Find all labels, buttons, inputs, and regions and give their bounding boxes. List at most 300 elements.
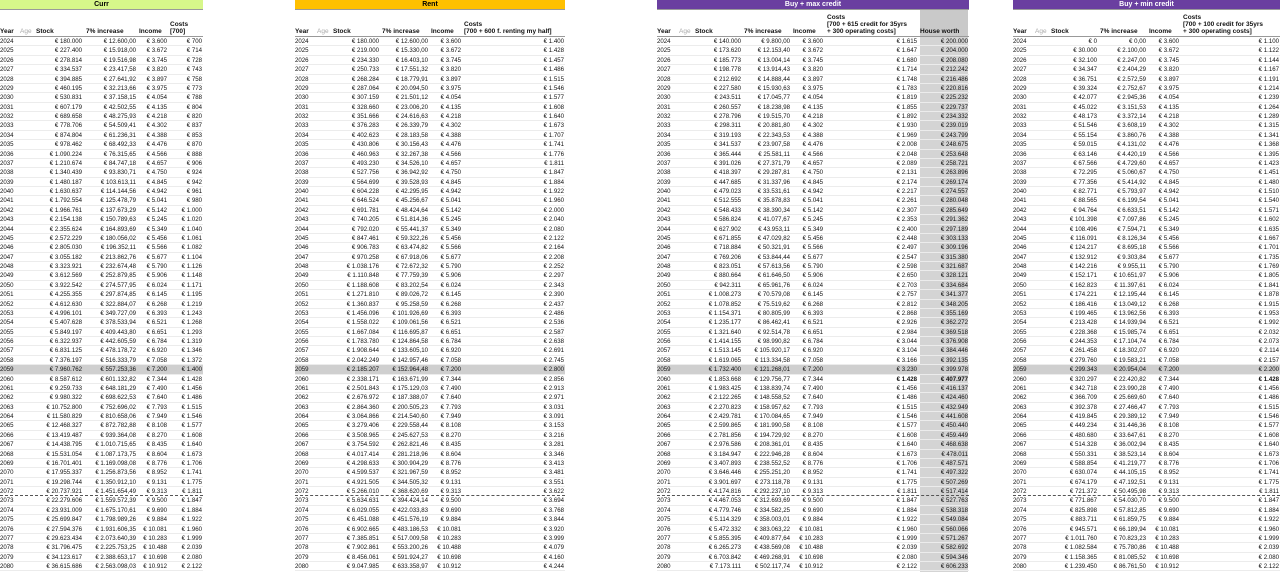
value-cell[interactable]: € 7.344	[440, 375, 461, 383]
value-cell[interactable]: € 5.790	[802, 263, 823, 270]
value-cell[interactable]: € 13.049,12	[1113, 300, 1146, 308]
value-cell[interactable]: € 21.501,12	[395, 94, 428, 102]
value-cell[interactable]: € 3.622	[543, 488, 564, 495]
value-cell[interactable]: € 12.600,00	[103, 38, 136, 45]
year-cell[interactable]: 2048	[657, 263, 671, 270]
year-cell[interactable]: 2061	[295, 384, 309, 392]
table-row[interactable]	[0, 515, 203, 524]
table-row[interactable]	[1013, 375, 1280, 384]
value-cell[interactable]: € 1.082.584	[1064, 544, 1097, 552]
value-cell[interactable]: € 1.256.873,56	[95, 469, 136, 477]
value-cell[interactable]: € 213.862,76	[100, 253, 136, 261]
value-cell[interactable]: € 823.051	[713, 263, 741, 270]
value-cell[interactable]: € 3.897	[1158, 75, 1179, 83]
table-row[interactable]	[657, 553, 969, 562]
table-row[interactable]	[1013, 525, 1280, 534]
value-cell[interactable]: € 1.969	[896, 131, 917, 139]
table-row[interactable]	[1013, 403, 1280, 412]
value-cell[interactable]: € 1.819	[896, 94, 917, 102]
year-cell[interactable]: 2052	[1013, 300, 1027, 308]
value-cell[interactable]: € 5.566	[146, 244, 167, 252]
table-row[interactable]	[1013, 168, 1280, 177]
value-cell[interactable]: € 4.054	[802, 94, 823, 102]
value-cell[interactable]: € 743	[186, 66, 202, 74]
value-cell[interactable]: € 6.920	[146, 347, 167, 355]
value-cell[interactable]: € 1.513.145	[708, 347, 741, 355]
value-cell[interactable]: € 30.156,43	[395, 141, 428, 149]
value-cell[interactable]: € 3.600	[440, 38, 461, 45]
value-cell[interactable]: € 116.091	[1070, 234, 1097, 242]
value-cell[interactable]: € 9.690	[802, 506, 823, 514]
year-cell[interactable]: 2026	[657, 56, 671, 64]
year-cell[interactable]: 2065	[1013, 422, 1027, 430]
table-row[interactable]	[657, 150, 969, 159]
value-cell[interactable]: € 8.270	[440, 431, 461, 439]
value-cell[interactable]: € 6.322.937	[49, 338, 82, 345]
value-cell[interactable]: € 108.496	[1069, 225, 1097, 233]
value-cell[interactable]: € 468.638	[940, 441, 968, 449]
value-cell[interactable]: € 1.008.273	[708, 291, 741, 299]
value-cell[interactable]: € 17.045,77	[757, 94, 790, 102]
value-cell[interactable]: € 253.648	[940, 150, 968, 158]
value-cell[interactable]: € 23.907,58	[757, 141, 790, 149]
table-row[interactable]	[295, 65, 565, 74]
value-cell[interactable]: € 15.330,00	[395, 47, 428, 55]
table-row[interactable]	[295, 431, 565, 440]
value-cell[interactable]: € 469.268,91	[754, 553, 790, 561]
table-row[interactable]	[657, 131, 969, 140]
value-cell[interactable]: € 7.490	[802, 384, 823, 392]
year-cell[interactable]: 2061	[0, 384, 14, 392]
value-cell[interactable]: € 19.516,98	[103, 56, 136, 64]
value-cell[interactable]: € 5.790	[440, 263, 461, 270]
table-row[interactable]	[295, 168, 565, 177]
year-cell[interactable]: 2067	[657, 441, 671, 449]
value-cell[interactable]: € 7.793	[1158, 403, 1179, 411]
value-cell[interactable]: € 2.270.823	[708, 403, 741, 411]
value-cell[interactable]: € 771.867	[1069, 497, 1097, 505]
value-cell[interactable]: € 328.660	[351, 103, 379, 111]
value-cell[interactable]: € 61.236,31	[103, 131, 136, 139]
value-cell[interactable]: € 8.776	[802, 459, 823, 467]
value-cell[interactable]: € 1.264	[1258, 103, 1279, 111]
value-cell[interactable]: € 758	[186, 75, 202, 83]
value-cell[interactable]: € 530.831	[54, 94, 82, 102]
year-cell[interactable]: 2057	[0, 347, 14, 355]
table-row[interactable]	[657, 309, 969, 318]
value-cell[interactable]: € 5.142	[146, 206, 167, 214]
value-cell[interactable]: € 75.780,86	[1113, 544, 1146, 552]
value-cell[interactable]: € 6.521	[146, 319, 167, 327]
value-cell[interactable]: € 1.350.912,10	[95, 478, 136, 486]
value-cell[interactable]: € 362.272	[940, 319, 968, 327]
table-row[interactable]	[657, 318, 969, 327]
value-cell[interactable]: € 4.054	[1158, 94, 1179, 102]
value-cell[interactable]: € 487.571	[940, 459, 968, 467]
value-cell[interactable]: € 1.732.400	[708, 366, 741, 374]
value-cell[interactable]: € 1.847	[896, 497, 917, 505]
value-cell[interactable]: € 853	[186, 131, 202, 139]
value-cell[interactable]: € 334.582,25	[754, 506, 790, 514]
value-cell[interactable]: € 365.444	[713, 150, 741, 158]
year-cell[interactable]: 2046	[295, 244, 309, 252]
value-cell[interactable]: € 407.977	[940, 375, 968, 383]
value-cell[interactable]: € 1.243	[181, 309, 202, 317]
value-cell[interactable]: € 7.949	[802, 413, 823, 420]
value-cell[interactable]: € 512.555	[713, 197, 741, 205]
year-cell[interactable]: 2049	[0, 272, 14, 280]
value-cell[interactable]: € 16.403,10	[395, 56, 428, 64]
table-row[interactable]	[295, 525, 565, 534]
value-cell[interactable]: € 4.657	[146, 159, 167, 167]
value-cell[interactable]: € 1.792.554	[49, 197, 82, 205]
column-header[interactable]: Year	[1013, 28, 1027, 35]
year-cell[interactable]: 2036	[0, 150, 14, 158]
value-cell[interactable]: € 1.546	[543, 84, 564, 92]
table-row[interactable]	[295, 375, 565, 384]
table-row[interactable]	[0, 375, 203, 384]
table-row[interactable]	[657, 356, 969, 365]
year-cell[interactable]: 2068	[295, 450, 309, 458]
column-header[interactable]: 7% increase	[382, 28, 420, 35]
year-cell[interactable]: 2052	[295, 300, 309, 308]
value-cell[interactable]: € 8.435	[1158, 441, 1179, 449]
table-row[interactable]	[295, 281, 565, 290]
year-cell[interactable]: 2036	[657, 150, 671, 158]
value-cell[interactable]: € 9.313	[440, 488, 461, 495]
value-cell[interactable]: € 48.275,93	[103, 113, 136, 120]
year-cell[interactable]: 2038	[1013, 169, 1027, 177]
value-cell[interactable]: € 451.576,19	[392, 516, 428, 524]
value-cell[interactable]: € 41.077,67	[757, 216, 790, 224]
value-cell[interactable]: € 2.131	[896, 169, 917, 177]
value-cell[interactable]: € 10.488	[1155, 544, 1179, 552]
table-row[interactable]	[295, 459, 565, 468]
table-row[interactable]	[1013, 206, 1280, 215]
value-cell[interactable]: € 5.472.332	[708, 525, 741, 533]
value-cell[interactable]: € 291.362	[940, 216, 968, 224]
value-cell[interactable]: € 883.711	[1070, 516, 1097, 524]
value-cell[interactable]: € 6.268	[146, 300, 167, 308]
value-cell[interactable]: € 3.922.542	[49, 281, 82, 289]
year-cell[interactable]: 2036	[295, 150, 309, 158]
value-cell[interactable]: € 1.321.640	[708, 328, 741, 336]
value-cell[interactable]: € 6.029.055	[346, 506, 379, 514]
table-row[interactable]	[657, 243, 969, 252]
value-cell[interactable]: € 2.338.171	[346, 375, 379, 383]
value-cell[interactable]: € 5.041	[1158, 197, 1179, 205]
value-cell[interactable]: € 1.931.606,35	[95, 525, 136, 533]
value-cell[interactable]: € 287.064	[351, 84, 379, 92]
table-row[interactable]	[1013, 440, 1280, 449]
year-cell[interactable]: 2079	[1013, 553, 1027, 561]
value-cell[interactable]: € 517.414	[940, 488, 968, 495]
value-cell[interactable]: € 1.239.450	[1064, 563, 1097, 570]
value-cell[interactable]: € 8.604	[146, 450, 167, 458]
value-cell[interactable]: € 260.557	[713, 103, 741, 111]
value-cell[interactable]: € 22.279.606	[46, 497, 82, 505]
table-row[interactable]	[1013, 300, 1280, 309]
value-cell[interactable]: € 5.414,92	[1117, 178, 1146, 186]
value-cell[interactable]: € 268.284	[351, 75, 379, 83]
value-cell[interactable]: € 5.456	[440, 234, 461, 242]
value-cell[interactable]: € 297.874,85	[100, 291, 136, 299]
value-cell[interactable]: € 7.200	[802, 366, 823, 374]
table-row[interactable]	[1013, 290, 1280, 299]
year-cell[interactable]: 2069	[0, 459, 14, 467]
value-cell[interactable]: € 14.888,44	[757, 75, 790, 83]
table-row[interactable]	[1013, 337, 1280, 346]
year-cell[interactable]: 2067	[295, 441, 309, 449]
value-cell[interactable]: € 1.169.098,08	[95, 459, 136, 467]
value-cell[interactable]: € 55.154	[1073, 131, 1097, 139]
value-cell[interactable]: € 8.108	[802, 422, 823, 430]
year-cell[interactable]: 2041	[0, 197, 14, 205]
value-cell[interactable]: € 2.650	[896, 272, 917, 280]
table-row[interactable]	[1013, 534, 1280, 543]
value-cell[interactable]: € 6.651	[802, 328, 823, 336]
year-cell[interactable]: 2027	[657, 66, 671, 74]
value-cell[interactable]: € 648.181,29	[100, 384, 136, 392]
value-cell[interactable]: € 942.311	[714, 281, 741, 289]
value-cell[interactable]: € 9.313	[146, 488, 167, 495]
value-cell[interactable]: € 38.523,14	[1113, 450, 1146, 458]
value-cell[interactable]: € 4.255.355	[49, 291, 82, 299]
value-cell[interactable]: € 2.114	[1259, 347, 1279, 355]
table-row[interactable]	[1013, 543, 1280, 552]
value-cell[interactable]: € 419.845	[1069, 413, 1097, 420]
value-cell[interactable]: € 2.032	[1258, 328, 1279, 336]
value-cell[interactable]: € 402.623	[351, 131, 379, 139]
value-cell[interactable]: € 1.667.084	[346, 328, 379, 336]
year-cell[interactable]: 2054	[1013, 319, 1027, 327]
table-row[interactable]	[0, 215, 203, 224]
year-cell[interactable]: 2035	[295, 141, 309, 149]
table-row[interactable]	[0, 187, 203, 196]
value-cell[interactable]: € 186.416	[1069, 300, 1097, 308]
value-cell[interactable]: € 6.145	[1158, 291, 1179, 299]
value-cell[interactable]: € 1.960	[896, 525, 917, 533]
table-row[interactable]	[295, 412, 565, 421]
table-row[interactable]	[295, 543, 565, 552]
value-cell[interactable]: € 1.104	[181, 253, 202, 261]
column-header[interactable]: Costs [700]	[170, 21, 189, 35]
value-cell[interactable]: € 63.474,82	[395, 244, 428, 252]
value-cell[interactable]: € 10.488	[143, 544, 167, 552]
value-cell[interactable]: € 633.358,97	[392, 563, 428, 570]
value-cell[interactable]: € 180.000	[351, 38, 379, 45]
value-cell[interactable]: € 1.884	[181, 506, 202, 514]
value-cell[interactable]: € 15.918,00	[103, 47, 136, 55]
value-cell[interactable]: € 5.041	[440, 197, 461, 205]
value-cell[interactable]: € 1.884	[896, 506, 917, 514]
value-cell[interactable]: € 1.847	[1258, 497, 1279, 505]
table-row[interactable]	[295, 403, 565, 412]
value-cell[interactable]: € 10.081	[437, 525, 461, 533]
value-cell[interactable]: € 714	[186, 47, 202, 55]
table-row[interactable]	[657, 328, 969, 337]
table-row[interactable]	[1013, 121, 1280, 130]
value-cell[interactable]: € 3.745	[440, 56, 461, 64]
value-cell[interactable]: € 1.372	[181, 356, 202, 364]
value-cell[interactable]: € 5.677	[146, 253, 167, 261]
value-cell[interactable]: € 162.823	[1069, 281, 1097, 289]
value-cell[interactable]: € 3.413	[543, 459, 564, 467]
value-cell[interactable]: € 4.131,02	[1117, 141, 1146, 149]
year-cell[interactable]: 2072	[657, 488, 671, 495]
year-cell[interactable]: 2031	[0, 103, 14, 111]
table-row[interactable]	[657, 196, 969, 205]
table-row[interactable]	[295, 225, 565, 234]
year-cell[interactable]: 2071	[0, 478, 14, 486]
value-cell[interactable]: € 19.583,21	[1113, 356, 1146, 364]
value-cell[interactable]: € 2.587	[543, 328, 564, 336]
value-cell[interactable]: € 8.776	[440, 459, 461, 467]
value-cell[interactable]: € 1.428	[1258, 375, 1279, 383]
column-header[interactable]: Stock	[1051, 28, 1069, 35]
value-cell[interactable]: € 83.202,54	[395, 281, 428, 289]
value-cell[interactable]: € 1.922	[896, 516, 917, 524]
value-cell[interactable]: € 1.451	[1258, 169, 1279, 177]
value-cell[interactable]: € 8.952	[1158, 469, 1179, 477]
year-cell[interactable]: 2031	[295, 103, 309, 111]
value-cell[interactable]: € 906.783	[351, 244, 379, 252]
column-header[interactable]: 7% increase	[744, 28, 782, 35]
value-cell[interactable]: € 2.984	[896, 328, 917, 336]
year-cell[interactable]: 2042	[1013, 206, 1027, 214]
year-cell[interactable]: 2042	[657, 206, 671, 214]
year-cell[interactable]: 2028	[0, 75, 14, 83]
value-cell[interactable]: € 75.519,62	[757, 300, 790, 308]
value-cell[interactable]: € 1.271.810	[346, 291, 379, 299]
year-cell[interactable]: 2030	[657, 94, 671, 102]
value-cell[interactable]: € 906	[186, 159, 202, 167]
value-cell[interactable]: € 691.781	[351, 206, 379, 214]
value-cell[interactable]: € 369.518	[940, 328, 968, 336]
value-cell[interactable]: € 1.960	[543, 197, 564, 205]
table-row[interactable]	[1013, 178, 1280, 187]
value-cell[interactable]: € 4.017.414	[346, 450, 379, 458]
table-row[interactable]	[1013, 196, 1280, 205]
year-cell[interactable]: 2044	[0, 225, 14, 233]
value-cell[interactable]: € 232.674,48	[100, 263, 136, 270]
value-cell[interactable]: € 594.346	[940, 553, 968, 561]
table-row[interactable]	[657, 46, 969, 55]
value-cell[interactable]: € 517.009,58	[392, 534, 428, 542]
value-cell[interactable]: € 601.132,82	[100, 375, 136, 383]
value-cell[interactable]: € 25.581,11	[758, 150, 790, 158]
value-cell[interactable]: € 1.515	[1258, 403, 1279, 411]
value-cell[interactable]: € 8.952	[440, 469, 461, 477]
year-cell[interactable]: 2066	[1013, 431, 1027, 439]
value-cell[interactable]: € 4.218	[146, 113, 167, 120]
value-cell[interactable]: € 872.782,88	[100, 422, 136, 430]
table-row[interactable]	[1013, 318, 1280, 327]
value-cell[interactable]: € 70.823,23	[1113, 534, 1146, 542]
value-cell[interactable]: € 13.914,43	[757, 66, 790, 74]
column-header[interactable]: Costs [700 + 615 credit for 35yrs + 300 operating costs]	[827, 14, 908, 35]
value-cell[interactable]: € 1.144	[1258, 56, 1279, 64]
table-row[interactable]	[0, 468, 203, 477]
value-cell[interactable]: € 51.546	[1073, 122, 1097, 130]
value-cell[interactable]: € 4.657	[440, 159, 461, 167]
year-cell[interactable]: 2076	[657, 525, 671, 533]
value-cell[interactable]: € 1.191	[1258, 75, 1279, 83]
year-cell[interactable]: 2072	[295, 488, 309, 495]
year-cell[interactable]: 2029	[295, 84, 309, 92]
value-cell[interactable]: € 4.388	[802, 131, 823, 139]
value-cell[interactable]: € 497.322	[940, 469, 968, 477]
value-cell[interactable]: € 1.635	[1258, 225, 1279, 233]
value-cell[interactable]: € 341.537	[713, 141, 741, 149]
value-cell[interactable]: € 222.946,28	[754, 450, 790, 458]
value-cell[interactable]: € 152.171	[1069, 272, 1097, 280]
value-cell[interactable]: € 2.945,36	[1117, 94, 1146, 102]
value-cell[interactable]: € 3.055.182	[49, 253, 82, 261]
value-cell[interactable]: € 4.476	[146, 141, 167, 149]
value-cell[interactable]: € 514.328	[1069, 441, 1097, 449]
value-cell[interactable]: € 3.551	[543, 478, 564, 486]
year-cell[interactable]: 2073	[657, 497, 671, 505]
value-cell[interactable]: € 13.004,14	[757, 56, 790, 64]
year-cell[interactable]: 2051	[657, 291, 671, 299]
value-cell[interactable]: € 591.924,27	[392, 553, 428, 561]
table-row[interactable]	[295, 75, 565, 84]
value-cell[interactable]: € 1.640	[543, 113, 564, 120]
value-cell[interactable]: € 1.546	[896, 413, 917, 420]
table-row[interactable]	[657, 459, 969, 468]
table-row[interactable]	[0, 159, 203, 168]
year-cell[interactable]: 2053	[1013, 309, 1027, 317]
value-cell[interactable]: € 50.495,98	[1113, 488, 1146, 495]
year-cell[interactable]: 2056	[295, 338, 309, 345]
value-cell[interactable]: € 7.385.851	[346, 534, 379, 542]
value-cell[interactable]: € 8.108	[440, 422, 461, 430]
value-cell[interactable]: € 3.281	[543, 441, 564, 449]
value-cell[interactable]: € 7.793	[146, 403, 167, 411]
year-cell[interactable]: 2038	[657, 169, 671, 177]
value-cell[interactable]: € 84.747,18	[103, 159, 136, 167]
table-row[interactable]	[1013, 84, 1280, 93]
table-row[interactable]	[657, 450, 969, 459]
value-cell[interactable]: € 2.080	[543, 225, 564, 233]
year-cell[interactable]: 2054	[295, 319, 309, 327]
value-cell[interactable]: € 2.572,59	[1117, 75, 1146, 83]
value-cell[interactable]: € 4.845	[440, 178, 461, 186]
value-cell[interactable]: € 9.259.733	[49, 384, 82, 392]
value-cell[interactable]: € 1.608	[181, 431, 202, 439]
value-cell[interactable]: € 1.841	[1258, 281, 1279, 289]
table-row[interactable]	[0, 431, 203, 440]
value-cell[interactable]: € 7.058	[146, 356, 167, 364]
value-cell[interactable]: € 671.855	[713, 234, 741, 242]
value-cell[interactable]: € 8.776	[1158, 459, 1179, 467]
value-cell[interactable]: € 582.692	[940, 544, 968, 552]
table-row[interactable]	[657, 187, 969, 196]
value-cell[interactable]: € 25.699.847	[46, 516, 82, 524]
value-cell[interactable]: € 2.008	[896, 141, 917, 149]
value-cell[interactable]: € 6.902.665	[346, 525, 379, 533]
table-row[interactable]	[657, 468, 969, 477]
value-cell[interactable]: € 5.142	[802, 206, 823, 214]
value-cell[interactable]: € 82.771	[1073, 188, 1097, 195]
value-cell[interactable]: € 7.200	[146, 366, 167, 374]
value-cell[interactable]: € 5.906	[440, 272, 461, 280]
value-cell[interactable]: € 1.673	[1258, 450, 1279, 458]
year-cell[interactable]: 2029	[657, 84, 671, 92]
value-cell[interactable]: € 5.266.010	[346, 488, 379, 495]
value-cell[interactable]: € 2.598	[896, 263, 917, 270]
